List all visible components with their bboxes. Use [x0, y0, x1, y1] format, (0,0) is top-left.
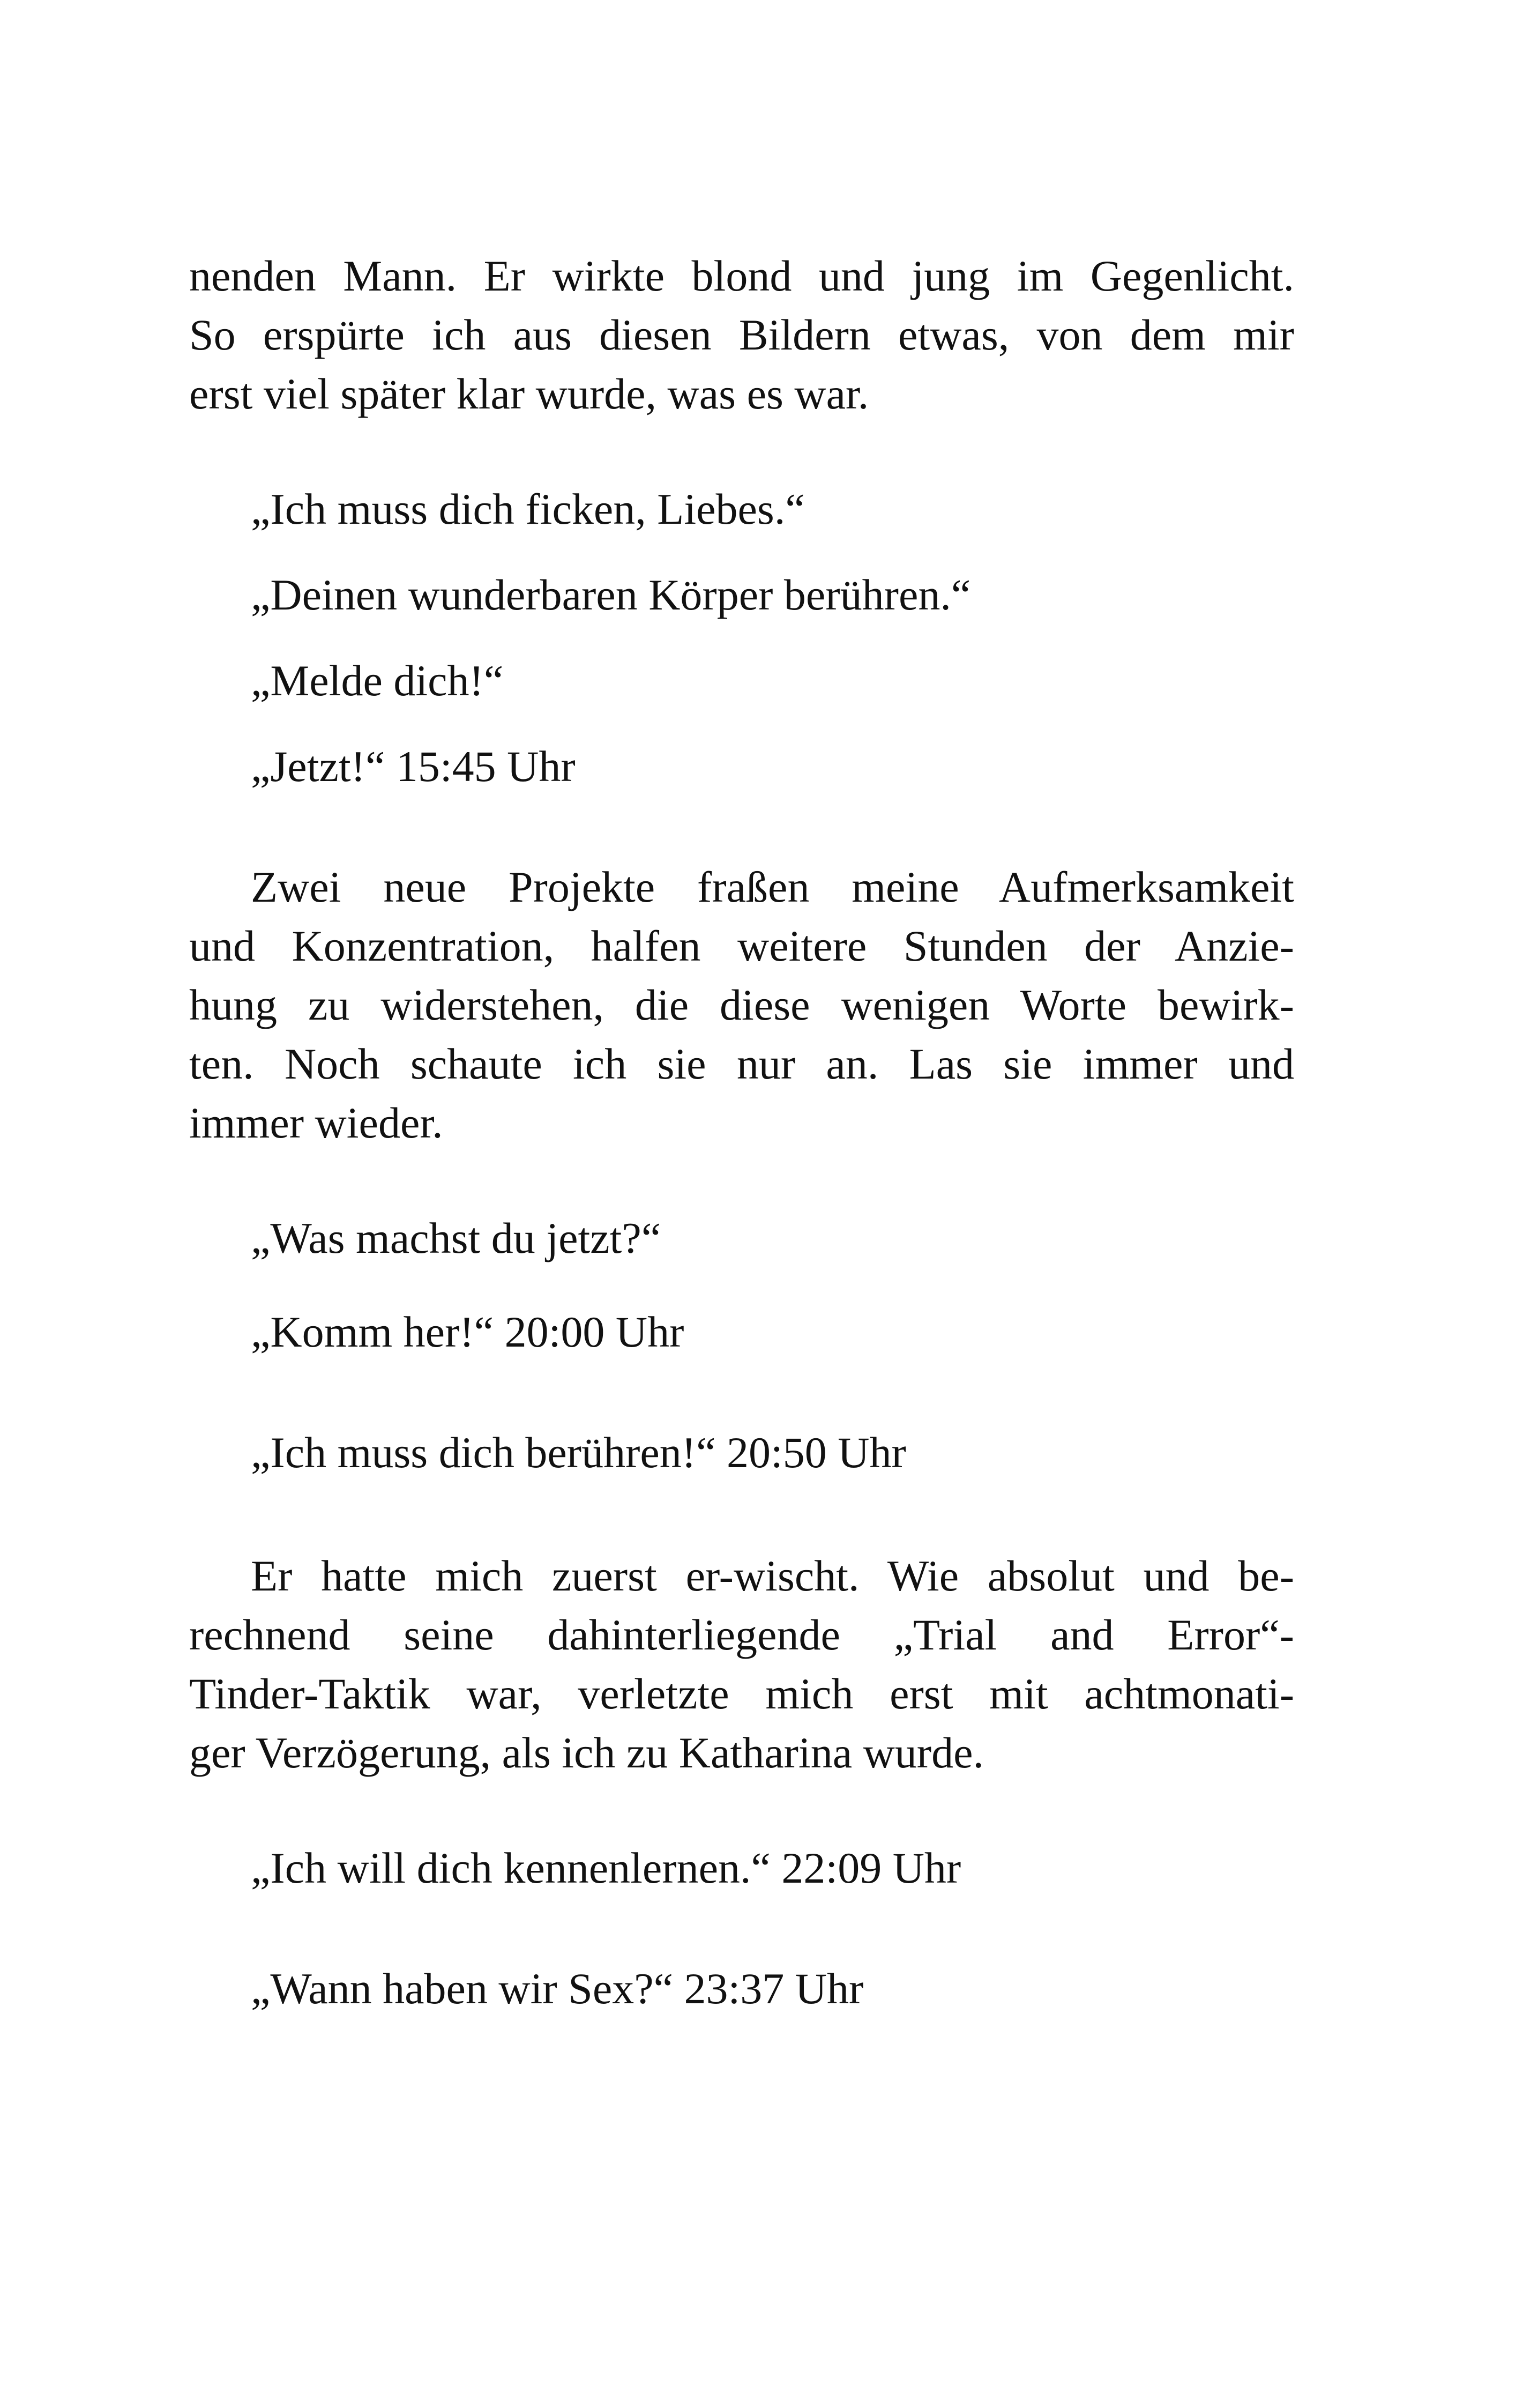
message-line: „Ich muss dich ficken, Liebes.“: [251, 485, 805, 533]
message-line: „Jetzt!“ 15:45 Uhr: [251, 742, 576, 791]
message-line: „Deinen wunderbaren Körper berühren.“: [251, 570, 971, 619]
paragraph-2-line-5: immer wieder.: [189, 1098, 443, 1147]
message-line: „Melde dich!“: [251, 656, 504, 705]
paragraph-1-line-2: So erspürte ich aus diesen Bildern etwas, von dem mir: [189, 310, 1294, 359]
paragraph-3-line-3: Tinder-Taktik war, verletzte mich erst mit achtmonati-: [189, 1669, 1294, 1718]
paragraph-3-line-4: ger Verzögerung, als ich zu Katharina wurde.: [189, 1728, 984, 1777]
paragraph-2-line-1: Zwei neue Projekte fraßen meine Aufmerksamkeit: [251, 863, 1294, 911]
paragraph-2-line-3: hung zu widerstehen, die diese wenigen Worte bewirk-: [189, 980, 1294, 1029]
paragraph-3-line-2: rechnend seine dahinterliegende „Trial and Error“-: [189, 1610, 1294, 1659]
message-line: „Ich will dich kennenlernen.“ 22:09 Uhr: [251, 1844, 961, 1892]
message-line: „Was machst du jetzt?“: [251, 1214, 661, 1262]
message-line: „Ich muss dich berühren!“ 20:50 Uhr: [251, 1428, 906, 1477]
paragraph-3-line-1: Er hatte mich zuerst er-wischt. Wie absolut und be-: [251, 1551, 1294, 1600]
paragraph-1-line-3: erst viel später klar wurde, was es war.: [189, 369, 869, 418]
paragraph-2-line-4: ten. Noch schaute ich sie nur an. Las sie immer und: [189, 1039, 1294, 1088]
paragraph-1-line-1: nenden Mann. Er wirkte blond und jung im Gegenlicht.: [189, 251, 1294, 300]
message-line: „Komm her!“ 20:00 Uhr: [251, 1307, 684, 1356]
message-line: „Wann haben wir Sex?“ 23:37 Uhr: [251, 1964, 864, 2013]
paragraph-2-line-2: und Konzentration, halfen weitere Stunden der Anzie-: [189, 921, 1294, 970]
